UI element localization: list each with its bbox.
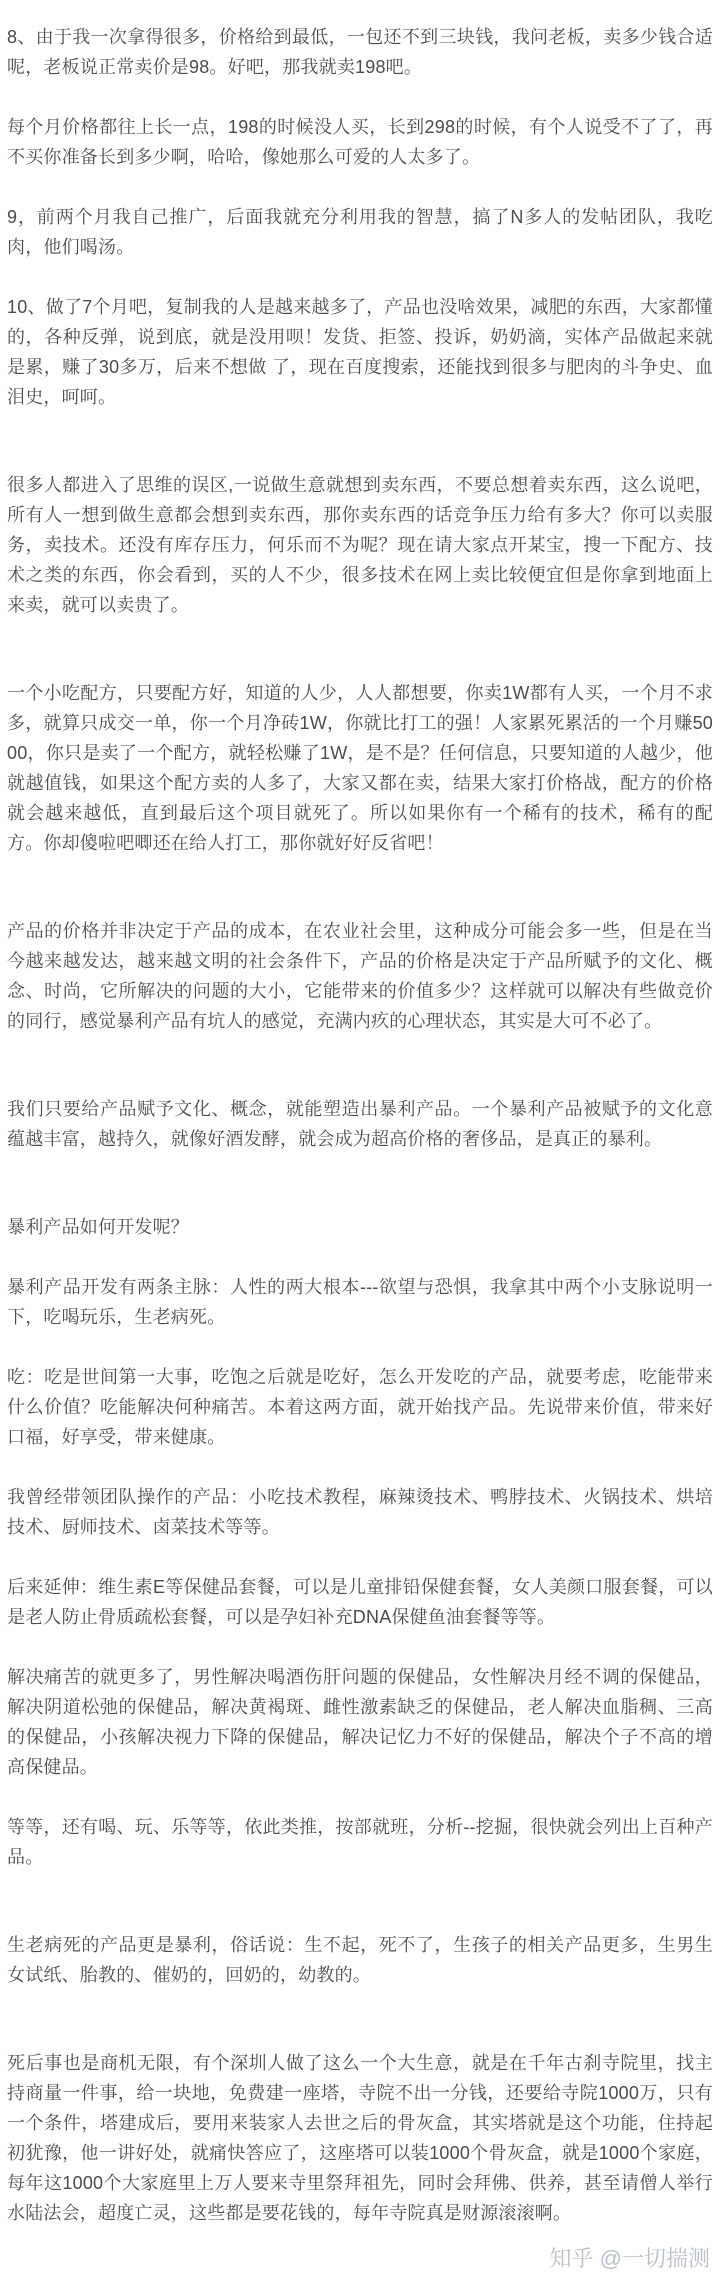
paragraph-5: 很多人都进入了思维的误区,一说做生意就想到卖东西，不要总想着卖东西，这么说吧，所有人一想到做生意都会想到卖东西，那你卖东西的话竞争压力给有多大？你可以卖服务，卖技术。还没有库存压力，何乐而不为呢？现在请大家点开某宝，搜一下配方、技术之类的东西，你会看到，买的人不少，很多技术在网上卖比较便宜但是你拿到地面上来卖，就可以卖贵了。	[7, 475, 713, 615]
paragraph-12: 我曾经带领团队操作的产品：小吃技术教程，麻辣烫技术、鸭脖技术、火锅技术、烘培技术、厨师技术、卤菜技术等等。	[7, 1487, 713, 1537]
paragraph-10: 暴利产品开发有两条主脉：人性的两大根本---欲望与恐惧，我拿其中两个小支脉说明一下，吃喝玩乐，生老病死。	[7, 1277, 713, 1327]
paragraph-13: 后来延伸：维生素E等保健品套餐，可以是儿童排铅保健套餐，女人美颜口服套餐，可以是老人防止骨质疏松套餐，可以是孕妇补充DNA保健鱼油套餐等等。	[7, 1577, 713, 1627]
paragraph-8: 我们只要给产品赋予文化、概念，就能塑造出暴利产品。一个暴利产品被赋予的文化意蕴越丰富，越持久，就像好酒发酵，就会成为超高价格的奢侈品，是真正的暴利。	[7, 1099, 713, 1149]
paragraph-17: 死后事也是商机无限，有个深圳人做了这么一个大生意，就是在千年古刹寺院里，找主持商量一件事，给一块地，免费建一座塔，寺院不出一分钱，还要给寺院1000万，只有一个条件，塔建成后，要用来装家人去世之后的骨灰盒，其实塔就是这个功能，住持起初犹豫，他一讲好处，就痛快答应了，这座塔可以装1000个骨灰盒，就是1000个家庭，每年这1000个大家庭里上万人要来寺里祭拜祖先，同时会拜佛、供养，甚至请僧人举行水陆法会，超度亡灵，这些都是要花钱的，每年寺院真是财源滚滚啊。	[7, 2053, 713, 2223]
paragraph-14: 解决痛苦的就更多了，男性解决喝酒伤肝问题的保健品，女性解决月经不调的保健品，解决阴道松弛的保健品，解决黄褐斑、雌性激素缺乏的保健品，老人解决血脂稠、三高的保健品，小孩解决视力下降的保健品，解决记忆力不好的保健品，解决个子不高的增高保健品。	[7, 1667, 713, 1777]
paragraph-16: 生老病死的产品更是暴利，俗话说：生不起，死不了，生孩子的相关产品更多，生男生女试纸、胎教的、催奶的，回奶的，幼教的。	[7, 1935, 713, 1985]
paragraph-6: 一个小吃配方，只要配方好，知道的人少，人人都想要，你卖1W都有人买，一个月不求多，就算只成交一单，你一个月净砖1W，你就比打工的强！人家累死累活的一个月赚5000，你只是卖了一个配方，就轻松赚了1W，是不是？任何信息，只要知道的人越少，他就越值钱，如果这个配方卖的人多了，大家又都在卖，结果大家打价格战，配方的价格就会越来越低，直到最后这个项目就死了。所以如果你有一个稀有的技术，稀有的配方。你却傻啦吧唧还在给人打工，那你就好好反省吧！	[7, 683, 713, 853]
paragraph-7: 产品的价格并非决定于产品的成本，在农业社会里，这种成分可能会多一些，但是在当今越来越发达，越来越文明的社会条件下，产品的价格是决定于产品所赋予的文化、概念、时尚，它所解决的问题的大小，它能带来的价值多少？这样就可以解决有些做竞价的同行，感觉暴利产品有坑人的感觉，充满内疚的心理状态，其实是大可不必了。	[7, 921, 713, 1031]
paragraph-4: 10、做了7个月吧，复制我的人是越来越多了，产品也没啥效果，减肥的东西，大家都懂的，各种反弹，说到底，就是没用呗！发货、拒签、投诉，奶奶滴，实体产品做起来就是累，赚了30多万，后来不想做 了，现在百度搜索，还能找到很多与肥肉的斗争史、血泪史，呵呵。	[7, 297, 713, 407]
zhihu-watermark: 知乎 @一切揣测	[549, 2246, 710, 2271]
paragraph-9: 暴利产品如何开发呢？	[7, 1217, 189, 1237]
paragraph-3: 9，前两个月我自己推广，后面我就充分利用我的智慧，搞了N多人的发帖团队，我吃肉，他们喝汤。	[7, 207, 713, 257]
paragraph-2: 每个月价格都往上长一点，198的时候没人买，长到298的时候，有个人说受不了了，再不买你准备长到多少啊，哈哈，像她那么可爱的人太多了。	[7, 117, 713, 167]
paragraph-11: 吃：吃是世间第一大事，吃饱之后就是吃好，怎么开发吃的产品，就要考虑，吃能带来什么价值？吃能解决何种痛苦。本着这两方面，就开始找产品。先说带来价值，带来好口福，好享受，带来健康。	[7, 1367, 713, 1447]
paragraph-15: 等等，还有喝、玩、乐等等，依此类推，按部就班，分析--挖掘，很快就会列出上百种产品。	[7, 1817, 713, 1867]
paragraph-1: 8、由于我一次拿得很多，价格给到最低，一包还不到三块钱，我问老板，卖多少钱合适呢，老板说正常卖价是98。好吧，那我就卖198吧。	[7, 27, 713, 77]
